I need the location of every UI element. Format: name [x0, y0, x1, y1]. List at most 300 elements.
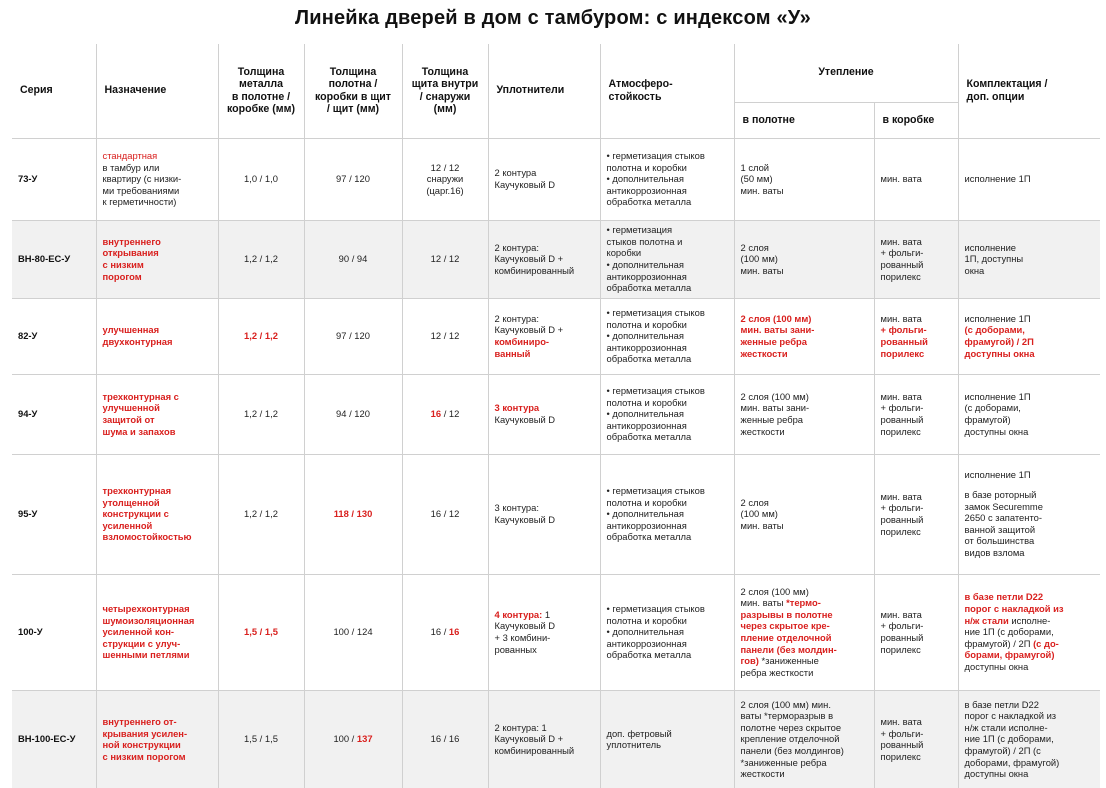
cell-text: фрамугой) / 2П [964, 336, 1034, 347]
cell-text: шумоизоляционная [102, 614, 195, 626]
weather-cell [600, 454, 734, 574]
cell-line [965, 426, 1095, 438]
cell-line [495, 609, 594, 621]
cell-line [741, 185, 868, 197]
cell-text: н/ж стали исполне- [964, 721, 1048, 733]
table-row [12, 574, 1100, 690]
weather-cell [600, 690, 734, 788]
cell-text: мин. вата [880, 173, 922, 185]
cell-line [103, 426, 212, 438]
cell-line [881, 402, 952, 414]
cell-text: улучшенная [102, 324, 160, 336]
weather-line: полотна и коробки [606, 161, 687, 173]
cell-lines [495, 242, 594, 277]
seals-cell [488, 690, 600, 788]
cell-text: 16 / 16 [430, 733, 460, 745]
cell-line [741, 632, 868, 644]
cell-line [741, 710, 868, 722]
weather-cell [600, 574, 734, 690]
cell-line [741, 324, 868, 336]
cell-text: 1,2 / 1,2 [244, 508, 278, 520]
insulation-frame-cell [874, 374, 958, 454]
cell-text: четырехконтурная [102, 603, 190, 615]
options-cell [958, 454, 1100, 574]
cell-text: 3 контура [494, 402, 540, 414]
weather-line: • герметизация стыков [607, 485, 728, 497]
cell-line [965, 414, 1095, 426]
cell-text: трехконтурная с [102, 390, 179, 402]
cell-lines [881, 313, 952, 359]
metal-cell [218, 220, 304, 298]
weather-line: уплотнитель [606, 739, 662, 751]
cell-line [965, 745, 1095, 757]
cell-text: мин. вата [880, 235, 922, 247]
cell-text-inline: исполне- [1011, 614, 1051, 626]
cell-line [103, 271, 212, 283]
cell-text: с низким порогом [102, 750, 186, 762]
weather-line: • герметизация [607, 224, 728, 236]
cell-line [741, 402, 868, 414]
cell-text: от большинства [964, 535, 1035, 547]
cell-line [495, 167, 594, 179]
series-cell: 100-У [12, 574, 96, 690]
cell-line [965, 722, 1095, 734]
cell-line [495, 414, 594, 426]
header-line: стойкость [608, 90, 662, 103]
cell-line [103, 259, 212, 271]
leaf-cell [304, 454, 402, 574]
cell-text: усиленной кон- [102, 626, 175, 638]
panel-cell [402, 138, 488, 220]
purpose-cell [96, 220, 218, 298]
cell-text: 1,2 / 1,2 [244, 253, 278, 265]
cell-text: жесткости [740, 425, 785, 437]
cell-lines [103, 716, 212, 762]
cell-text: 97 / 120 [336, 330, 370, 342]
cell-text: мин. вата [880, 490, 922, 502]
insulation-leaf-cell [734, 454, 874, 574]
cell-line [409, 626, 482, 638]
header-line: коробке (мм) [227, 103, 295, 116]
cell-text: 3 контура: [494, 502, 539, 514]
cell-line [225, 626, 298, 638]
header-row [12, 44, 1100, 102]
insulation-leaf-cell [734, 220, 874, 298]
cell-text: доступны окна [964, 660, 1029, 672]
purpose-cell [96, 374, 218, 454]
metal-cell [218, 298, 304, 374]
cell-line [741, 586, 868, 598]
cell-text: доступны окна [964, 768, 1029, 780]
header-lines [967, 78, 1095, 103]
cell-line [409, 330, 482, 342]
weather-line: обработка металла [606, 649, 692, 661]
header-seals: Уплотнители [488, 44, 600, 138]
cell-text: конструкции с [102, 508, 169, 520]
cell-text: рованный [880, 739, 924, 751]
cell-line [965, 469, 1095, 481]
cell-text: Каучуковый D [494, 514, 556, 525]
cell-lines [103, 324, 212, 347]
weather-line: полотна и коробки [606, 496, 687, 508]
cell-line [103, 520, 212, 532]
cell-text: 2 слоя [740, 496, 769, 508]
leaf-cell [304, 138, 402, 220]
weather-line: обработка металла [606, 431, 692, 443]
cell-line [881, 348, 952, 360]
insulation-leaf-cell [734, 574, 874, 690]
cell-text: 1,2 / 1,2 [244, 330, 278, 342]
cell-lines [965, 469, 1095, 558]
cell-line [103, 236, 212, 248]
options-cell [958, 690, 1100, 788]
cell-line [225, 330, 298, 342]
cell-line [965, 489, 1095, 501]
weather-line: антикоррозионная [606, 419, 687, 431]
cell-text: Каучуковый D [494, 179, 556, 190]
cell-lines [741, 586, 868, 679]
weather-list [607, 485, 728, 543]
cell-text: полотне через скрытое [740, 721, 842, 733]
panel-cell [402, 690, 488, 788]
cell-line [881, 739, 952, 751]
cell-lines [103, 391, 212, 437]
options-cell [958, 138, 1100, 220]
cell-line [965, 638, 1095, 650]
cell-text: ми требованиями [102, 184, 180, 196]
cell-lines [965, 173, 1095, 185]
cell-line [495, 722, 594, 734]
series-cell: ВН-100-ЕС-У [12, 690, 96, 788]
insulation-leaf-cell [734, 374, 874, 454]
cell-lines [495, 502, 594, 525]
cell-text: рованный [880, 259, 924, 270]
header-line: Толщина [237, 65, 285, 78]
header-purpose: Назначение [96, 44, 218, 138]
cell-text: + 3 комбини- [494, 632, 551, 643]
panel-extra-line: (царг.16) [426, 184, 464, 196]
seals-cell [488, 454, 600, 574]
purpose-cell [96, 454, 218, 574]
cell-text: мин. вата [880, 716, 922, 728]
cell-text-inline: (с до- [1033, 637, 1059, 649]
cell-line [103, 485, 212, 497]
cell-text: 118 / 130 [333, 508, 373, 520]
cell-text: женные ребра [740, 414, 804, 425]
cell-text: исполнение [964, 241, 1017, 253]
header-line: / щит (мм) [326, 103, 380, 116]
cell-text: 4 контура: [494, 608, 543, 620]
cell-line [741, 644, 868, 656]
cell-text: рованный [880, 414, 924, 425]
cell-text: 16 / [430, 626, 449, 638]
cell-lines [741, 391, 868, 437]
cell-line [495, 253, 594, 265]
header-panel-thickness [402, 44, 488, 138]
weather-line: • дополнительная [607, 173, 728, 185]
cell-text: доборами, фрамугой) [964, 756, 1060, 768]
cell-text: мин. ваты [740, 184, 784, 196]
weather-cell [600, 220, 734, 298]
cell-text: разрывы в полотне [740, 608, 833, 620]
insulation-frame-cell [874, 574, 958, 690]
cell-line [103, 739, 212, 751]
cell-lines [881, 236, 952, 282]
weather-line: антикоррозионная [606, 184, 687, 196]
seals-cell [488, 138, 600, 220]
seals-cell [488, 298, 600, 374]
cell-lines [495, 402, 594, 425]
cell-text: ние 1П (с доборами, [964, 733, 1054, 745]
weather-line: обработка металла [606, 282, 692, 294]
header-lines [225, 66, 298, 116]
weather-list [607, 603, 728, 661]
cell-text: 2 контура [494, 167, 537, 179]
leaf-cell [304, 690, 402, 788]
cell-line [495, 514, 594, 526]
cell-line [881, 414, 952, 426]
cell-line [409, 508, 482, 520]
cell-line [881, 728, 952, 740]
cell-text: 12 / 12 [430, 161, 460, 173]
cell-line [741, 757, 868, 769]
cell-line [103, 728, 212, 740]
series-cell: 94-У [12, 374, 96, 454]
cell-lines [741, 497, 868, 532]
cell-line [311, 330, 396, 342]
cell-text: Каучуковый D + [494, 253, 564, 265]
cell-text: + фольги- [880, 402, 924, 414]
cell-line [225, 253, 298, 265]
cell-text: / 12 [441, 408, 460, 420]
cell-line [965, 535, 1095, 547]
cell-line [495, 733, 594, 745]
cell-text: 137 [356, 733, 373, 745]
weather-line: полотна и коробки [606, 614, 687, 626]
cell-text: мин. вата [880, 312, 922, 324]
cell-line [103, 716, 212, 728]
cell-line [495, 336, 594, 348]
weather-line: • герметизация стыков [607, 307, 728, 319]
insulation-frame-cell [874, 298, 958, 374]
cell-text: Каучуковый D [494, 620, 556, 632]
header-line: щита внутри [411, 78, 479, 91]
cell-line [741, 414, 868, 426]
weather-line: обработка металла [606, 196, 692, 208]
cell-text: рованный [880, 514, 924, 525]
insulation-leaf-cell [734, 298, 874, 374]
cell-text: исполнение 1П [964, 173, 1031, 185]
cell-line [881, 324, 952, 336]
cell-text-inline: *термо- [786, 597, 821, 609]
table-row [12, 138, 1100, 220]
cell-text: Каучуковый D + [494, 324, 564, 336]
cell-text: мин. ваты зани- [740, 324, 815, 336]
cell-text: трехконтурная [102, 485, 172, 497]
options-cell [958, 574, 1100, 690]
cell-line [881, 620, 952, 632]
cell-line [409, 733, 482, 745]
cell-line [103, 196, 212, 208]
cell-line [965, 173, 1095, 185]
table-row [12, 374, 1100, 454]
cell-line [311, 508, 396, 520]
purpose-cell [96, 138, 218, 220]
insulation-frame-cell [874, 690, 958, 788]
cell-text: утолщенной [102, 496, 160, 508]
cell-line [495, 745, 594, 757]
cell-text: рованный [880, 336, 928, 347]
cell-text: окна [964, 264, 985, 276]
cell-text: 2 слоя (100 мм) мин. [740, 698, 831, 710]
cell-text: 2 слоя (100 мм) [740, 585, 809, 597]
cell-line [741, 242, 868, 254]
header-weather-resistance [600, 44, 734, 138]
cell-line [103, 649, 212, 661]
cell-text: мин. вата [880, 608, 922, 620]
cell-lines [741, 699, 868, 780]
cell-line [225, 733, 298, 745]
cell-text: внутреннего от- [102, 716, 177, 728]
cell-line [103, 173, 212, 185]
cell-line [965, 336, 1095, 348]
cell-line [965, 524, 1095, 536]
cell-line [881, 644, 952, 656]
cell-text: 12 / 12 [430, 330, 460, 342]
cell-text: защитой от [102, 414, 155, 425]
cell-line [881, 247, 952, 259]
cell-text: 16 [448, 626, 460, 638]
cell-text: рованный [880, 632, 924, 643]
weather-line: • дополнительная [607, 408, 728, 420]
cell-line [965, 649, 1095, 661]
cell-lines [965, 699, 1095, 780]
cell-text: мин. ваты [740, 264, 784, 276]
cell-text: ванной защитой [964, 523, 1036, 535]
cell-line [881, 502, 952, 514]
cell-line [103, 391, 212, 403]
cell-line [881, 609, 952, 621]
cell-text: 2 слоя (100 мм) [740, 312, 812, 324]
cell-line [881, 236, 952, 248]
cell-line [311, 253, 396, 265]
cell-text: 90 / 94 [338, 253, 368, 265]
cell-lines [965, 591, 1095, 672]
cell-text: 16 / 12 [430, 508, 460, 520]
cell-line [881, 391, 952, 403]
header-line: Комплектация / [966, 78, 1048, 91]
cell-text: усиленной [102, 519, 153, 531]
cell-line [409, 253, 482, 265]
cell-text: пление отделочной [740, 632, 832, 643]
header-line: коробки в щит [315, 90, 391, 103]
cell-line [741, 497, 868, 509]
cell-text: с низким [102, 259, 144, 270]
cell-line [103, 336, 212, 348]
cell-line [495, 402, 594, 414]
cell-text-inline: 1 [544, 608, 551, 620]
cell-line [965, 501, 1095, 513]
cell-text: шума и запахов [102, 425, 176, 437]
cell-line [965, 253, 1095, 265]
cell-line [881, 716, 952, 728]
weather-line: антикоррозионная [606, 637, 687, 649]
cell-line [965, 242, 1095, 254]
cell-line [311, 626, 396, 638]
cell-text: панели (без молдин- [740, 643, 837, 655]
weather-line: полотна и коробки [606, 318, 687, 330]
header-line: (мм) [433, 103, 457, 116]
cell-line [495, 502, 594, 514]
cell-line [881, 514, 952, 526]
cell-lines [103, 236, 212, 282]
series-cell: ВН-80-ЕС-У [12, 220, 96, 298]
cell-text: 16 [430, 408, 442, 420]
panel-cell [402, 298, 488, 374]
cell-text: женные ребра [740, 336, 807, 347]
cell-text: (100 мм) [740, 253, 778, 265]
cell-lines [881, 491, 952, 537]
header-insulation-leaf: в полотне [734, 102, 874, 138]
cell-line [103, 185, 212, 197]
cell-line [965, 699, 1095, 711]
cell-text: порилекс [880, 270, 921, 282]
header-lines [311, 66, 396, 116]
cell-text: порилекс [880, 750, 921, 762]
table-row [12, 298, 1100, 374]
insulation-frame-cell [874, 454, 958, 574]
cell-text: Каучуковый D [494, 414, 556, 425]
cell-line [741, 620, 868, 632]
cell-text: порог с накладкой из [964, 710, 1057, 722]
cell-line [965, 710, 1095, 722]
cell-line [881, 751, 952, 763]
cell-text: ваты *терморазрыв в [740, 710, 834, 722]
cell-line [741, 655, 868, 667]
cell-text: (с доборами, [964, 402, 1021, 414]
purpose-cell [96, 298, 218, 374]
door-series-table [12, 44, 1100, 788]
cell-text: в базе петли D22 [964, 698, 1039, 710]
cell-text: 2 контура: [494, 312, 539, 324]
panel-cell [402, 374, 488, 454]
cell-text: видов взлома [964, 546, 1025, 558]
cell-line [965, 324, 1095, 336]
series-cell: 82-У [12, 298, 96, 374]
cell-line [965, 591, 1095, 603]
cell-text: фрамугой) / 2П (с [964, 745, 1041, 757]
leaf-cell [304, 220, 402, 298]
cell-line [225, 173, 298, 185]
cell-text: порилекс [880, 643, 921, 655]
cell-line [741, 348, 868, 360]
cell-text: жесткости [740, 347, 788, 359]
cell-text: доступны окна [964, 347, 1035, 359]
cell-line [741, 336, 868, 348]
weather-line: стыков полотна и [606, 235, 683, 247]
cell-text: ние 1П (с доборами, [964, 626, 1054, 638]
weather-cell [600, 298, 734, 374]
cell-line [965, 757, 1095, 769]
cell-line [741, 391, 868, 403]
header-line: Толщина [329, 65, 377, 78]
line-gap [965, 481, 1095, 489]
weather-line: обработка металла [606, 353, 692, 365]
cell-line [741, 745, 868, 757]
cell-line [741, 508, 868, 520]
cell-text: гов) [740, 655, 759, 667]
cell-line [495, 620, 594, 632]
